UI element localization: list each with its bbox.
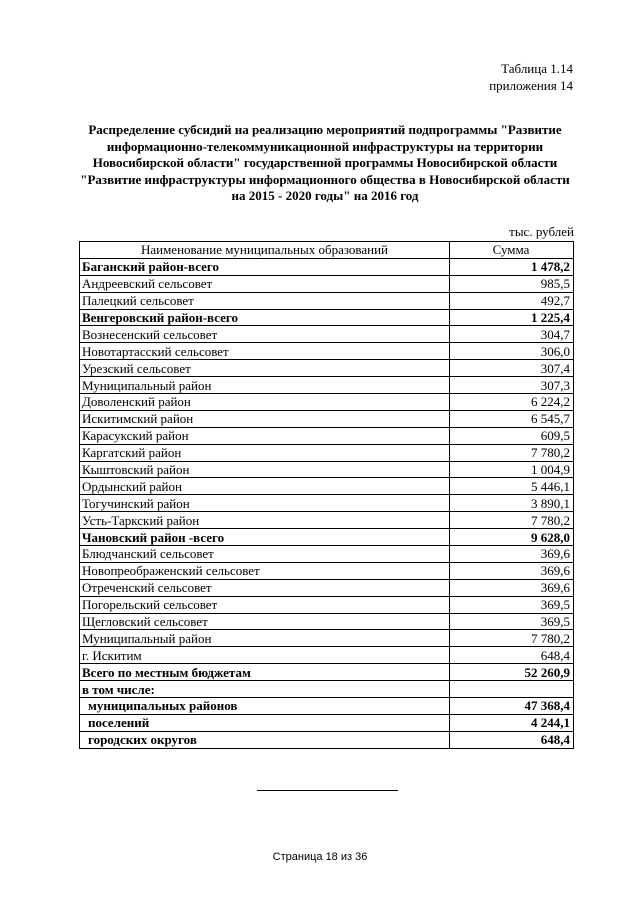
row-name-cell: Щегловский сельсовет [80, 613, 450, 630]
table-row [80, 394, 574, 411]
row-name-cell: муниципальных районов [80, 698, 450, 715]
table-row [80, 731, 574, 748]
table-row [80, 309, 574, 326]
row-amount-cell: 369,5 [450, 613, 574, 630]
row-amount-cell: 369,6 [450, 546, 574, 563]
row-name-cell: Тогучинский район [80, 495, 450, 512]
page-footer: Страница 18 из 36 [272, 851, 368, 863]
title-line: Распределение субсидий на реализацию мероприятий подпрограммы "Развитие [88, 122, 562, 137]
row-amount-cell: 3 890,1 [450, 495, 574, 512]
row-amount-cell: 6 224,2 [450, 394, 574, 411]
row-amount-cell: 609,5 [450, 427, 574, 444]
document-title [70, 122, 580, 205]
table-number: Таблица 1.14 [501, 61, 573, 76]
row-amount-cell: 369,5 [450, 596, 574, 613]
row-name-cell: городских округов [80, 731, 450, 748]
row-amount-cell: 985,5 [450, 275, 574, 292]
table-row [80, 647, 574, 664]
row-name-cell: Карасукский район [80, 427, 450, 444]
row-name-cell: Каргатский район [80, 444, 450, 461]
table-row [80, 596, 574, 613]
title-line: "Развитие инфраструктуры информационного общества в Новосибирской области [80, 171, 570, 187]
row-amount-cell: 52 260,9 [450, 664, 574, 681]
appendix-number: приложения 14 [489, 78, 573, 93]
row-name-cell: Палецкий сельсовет [80, 292, 450, 309]
row-name-cell: Всего по местным бюджетам [80, 664, 450, 681]
table-row [80, 292, 574, 309]
row-name-cell: Чановский район -всего [80, 529, 450, 546]
row-amount-cell: 369,6 [450, 562, 574, 579]
row-amount-cell: 1 225,4 [450, 309, 574, 326]
row-amount-cell: 47 368,4 [450, 698, 574, 715]
table-row [80, 512, 574, 529]
row-name-cell: Искитимский район [80, 410, 450, 427]
row-amount-cell: 307,4 [450, 360, 574, 377]
table-row [80, 478, 574, 495]
table-row [80, 546, 574, 563]
table-row [80, 444, 574, 461]
row-amount-cell: 306,0 [450, 343, 574, 360]
table-header-row [80, 242, 574, 259]
table-row [80, 529, 574, 546]
row-amount-cell: 648,4 [450, 647, 574, 664]
footnote-divider [257, 790, 398, 791]
row-name-cell: Баганский район-всего [80, 258, 450, 275]
row-name-cell: г. Искитим [80, 647, 450, 664]
table-row [80, 275, 574, 292]
row-amount-cell: 5 446,1 [450, 478, 574, 495]
table-row [80, 613, 574, 630]
document-reference [489, 60, 573, 94]
table-row [80, 326, 574, 343]
table-row [80, 427, 574, 444]
title-line: на 2015 - 2020 годы" на 2016 год [231, 188, 419, 204]
row-amount-cell: 1 004,9 [450, 461, 574, 478]
row-amount-cell: 1 478,2 [450, 258, 574, 275]
table-row [80, 360, 574, 377]
row-amount-cell: 7 780,2 [450, 630, 574, 647]
column-header-amount: Сумма [450, 242, 574, 259]
table-row [80, 579, 574, 596]
row-name-cell: Вознесенский сельсовет [80, 326, 450, 343]
row-amount-cell: 304,7 [450, 326, 574, 343]
table-row [80, 343, 574, 360]
row-name-cell: Погорельский сельсовет [80, 596, 450, 613]
row-name-cell: Венгеровский район-всего [80, 309, 450, 326]
table-row [80, 664, 574, 681]
row-amount-cell: 369,6 [450, 579, 574, 596]
row-name-cell: Кыштовский район [80, 461, 450, 478]
table-row [80, 630, 574, 647]
row-amount-cell: 9 628,0 [450, 529, 574, 546]
subsidy-table [79, 241, 574, 749]
row-amount-cell: 7 780,2 [450, 512, 574, 529]
row-amount-cell: 7 780,2 [450, 444, 574, 461]
row-amount-cell: 492,7 [450, 292, 574, 309]
row-name-cell: в том числе: [80, 681, 450, 698]
row-name-cell: Усть-Таркский район [80, 512, 450, 529]
table-row [80, 410, 574, 427]
row-amount-cell: 6 545,7 [450, 410, 574, 427]
title-line: информационно-телекоммуникационной инфраструктуры на территории [106, 138, 544, 154]
table-row [80, 377, 574, 394]
title-line: Новосибирской области" государственной программы Новосибирской области [92, 155, 558, 171]
table-row [80, 714, 574, 731]
row-name-cell: Отреченский сельсовет [80, 579, 450, 596]
row-amount-cell [450, 681, 574, 698]
table-row [80, 461, 574, 478]
table-row [80, 681, 574, 698]
row-name-cell: поселений [80, 714, 450, 731]
column-header-name: Наименование муниципальных образований [80, 242, 450, 259]
row-name-cell: Андреевский сельсовет [80, 275, 450, 292]
row-name-cell: Блюдчанский сельсовет [80, 546, 450, 563]
row-name-cell: Ордынский район [80, 478, 450, 495]
row-name-cell: Урезский сельсовет [80, 360, 450, 377]
table-row [80, 495, 574, 512]
row-amount-cell: 648,4 [450, 731, 574, 748]
row-name-cell: Муниципальный район [80, 630, 450, 647]
table-row [80, 562, 574, 579]
table-row [80, 258, 574, 275]
row-name-cell: Муниципальный район [80, 377, 450, 394]
table-row [80, 698, 574, 715]
row-name-cell: Новотартасский сельсовет [80, 343, 450, 360]
units-label: тыс. рублей [509, 224, 574, 239]
row-name-cell: Доволенский район [80, 394, 450, 411]
row-amount-cell: 4 244,1 [450, 714, 574, 731]
row-name-cell: Новопреображенский сельсовет [80, 562, 450, 579]
row-amount-cell: 307,3 [450, 377, 574, 394]
